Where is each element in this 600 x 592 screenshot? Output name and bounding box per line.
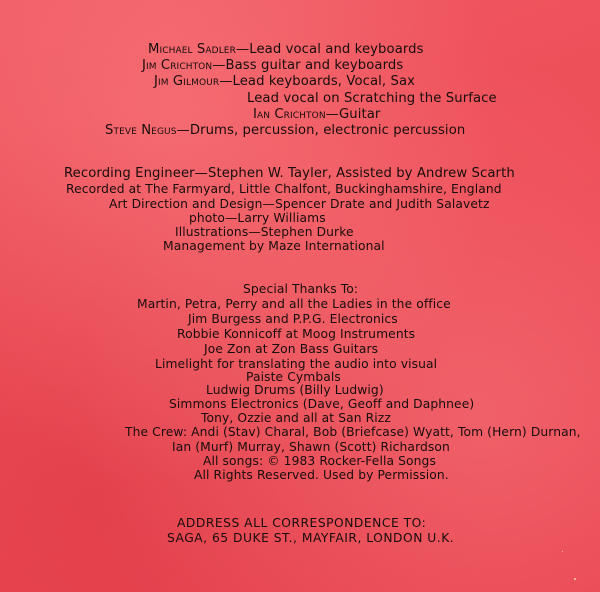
thanks-line: Ludwig Drums (Billy Ludwig) [206,383,384,397]
member-role: —Lead vocal and keyboards [235,42,424,57]
print-speck [574,578,576,580]
production-line: Recording Engineer—Stephen W. Tayler, Assisted by Andrew Scarth [64,166,515,181]
member-role: Lead vocal on Scratching the Surface [247,91,497,106]
thanks-line: The Crew: Andi (Stav) Charal, Bob (Briefcase) Wyatt, Tom (Hern) Durnan, [125,425,581,439]
thanks-line: Joe Zon at Zon Bass Guitars [204,342,379,356]
print-speck [562,551,563,552]
thanks-heading: Special Thanks To: [243,282,359,296]
thanks-line: Jim Burgess and P.P.G. Electronics [188,312,398,326]
thanks-line: All Rights Reserved. Used by Permission. [194,468,449,482]
address-heading: ADDRESS ALL CORRESPONDENCE TO: [177,516,427,530]
member-role: —Drums, percussion, electronic percussion [176,123,466,138]
thanks-line: Ian (Murf) Murray, Shawn (Scott) Richardson [172,440,450,454]
production-line: Recorded at The Farmyard, Little Chalfont, Buckinghamshire, England [66,182,502,196]
member-role: —Bass guitar and keyboards [212,58,404,73]
production-line: Management by Maze International [163,239,385,253]
member-role: —Lead keyboards, Vocal, Sax [219,74,416,89]
thanks-line: Paiste Cymbals [246,370,341,384]
address-line: SAGA, 65 DUKE ST., MAYFAIR, LONDON U.K. [167,531,455,545]
member-name: Steve Negus [105,123,177,138]
production-line: photo—Larry Williams [189,211,326,225]
thanks-line: Simmons Electronics (Dave, Geoff and Daphnee) [169,397,475,411]
thanks-line: Limelight for translating the audio into visual [155,357,438,371]
credit-line [148,42,424,57]
thanks-line: Martin, Petra, Perry and all the Ladies in the office [137,297,451,311]
production-line: Art Direction and Design—Spencer Drate and Judith Salavetz [109,197,490,211]
credit-line [105,123,465,138]
thanks-line: Robbie Konnicoff at Moog Instruments [177,327,416,341]
credit-line [142,58,403,73]
thanks-line: Tony, Ozzie and all at San Rizz [201,411,391,425]
member-role: —Guitar [325,107,381,122]
member-name: Ian Crichton [253,107,326,122]
credit-line [247,91,497,106]
production-line: Illustrations—Stephen Durke [175,225,354,239]
credit-line [253,107,380,122]
member-name: Jim Crichton [142,58,213,73]
member-name: Michael Sadler [148,42,236,57]
credit-line [154,74,415,89]
member-name: Jim Gilmour [154,74,220,89]
thanks-line: All songs: © 1983 Rocker-Fella Songs [203,454,436,468]
